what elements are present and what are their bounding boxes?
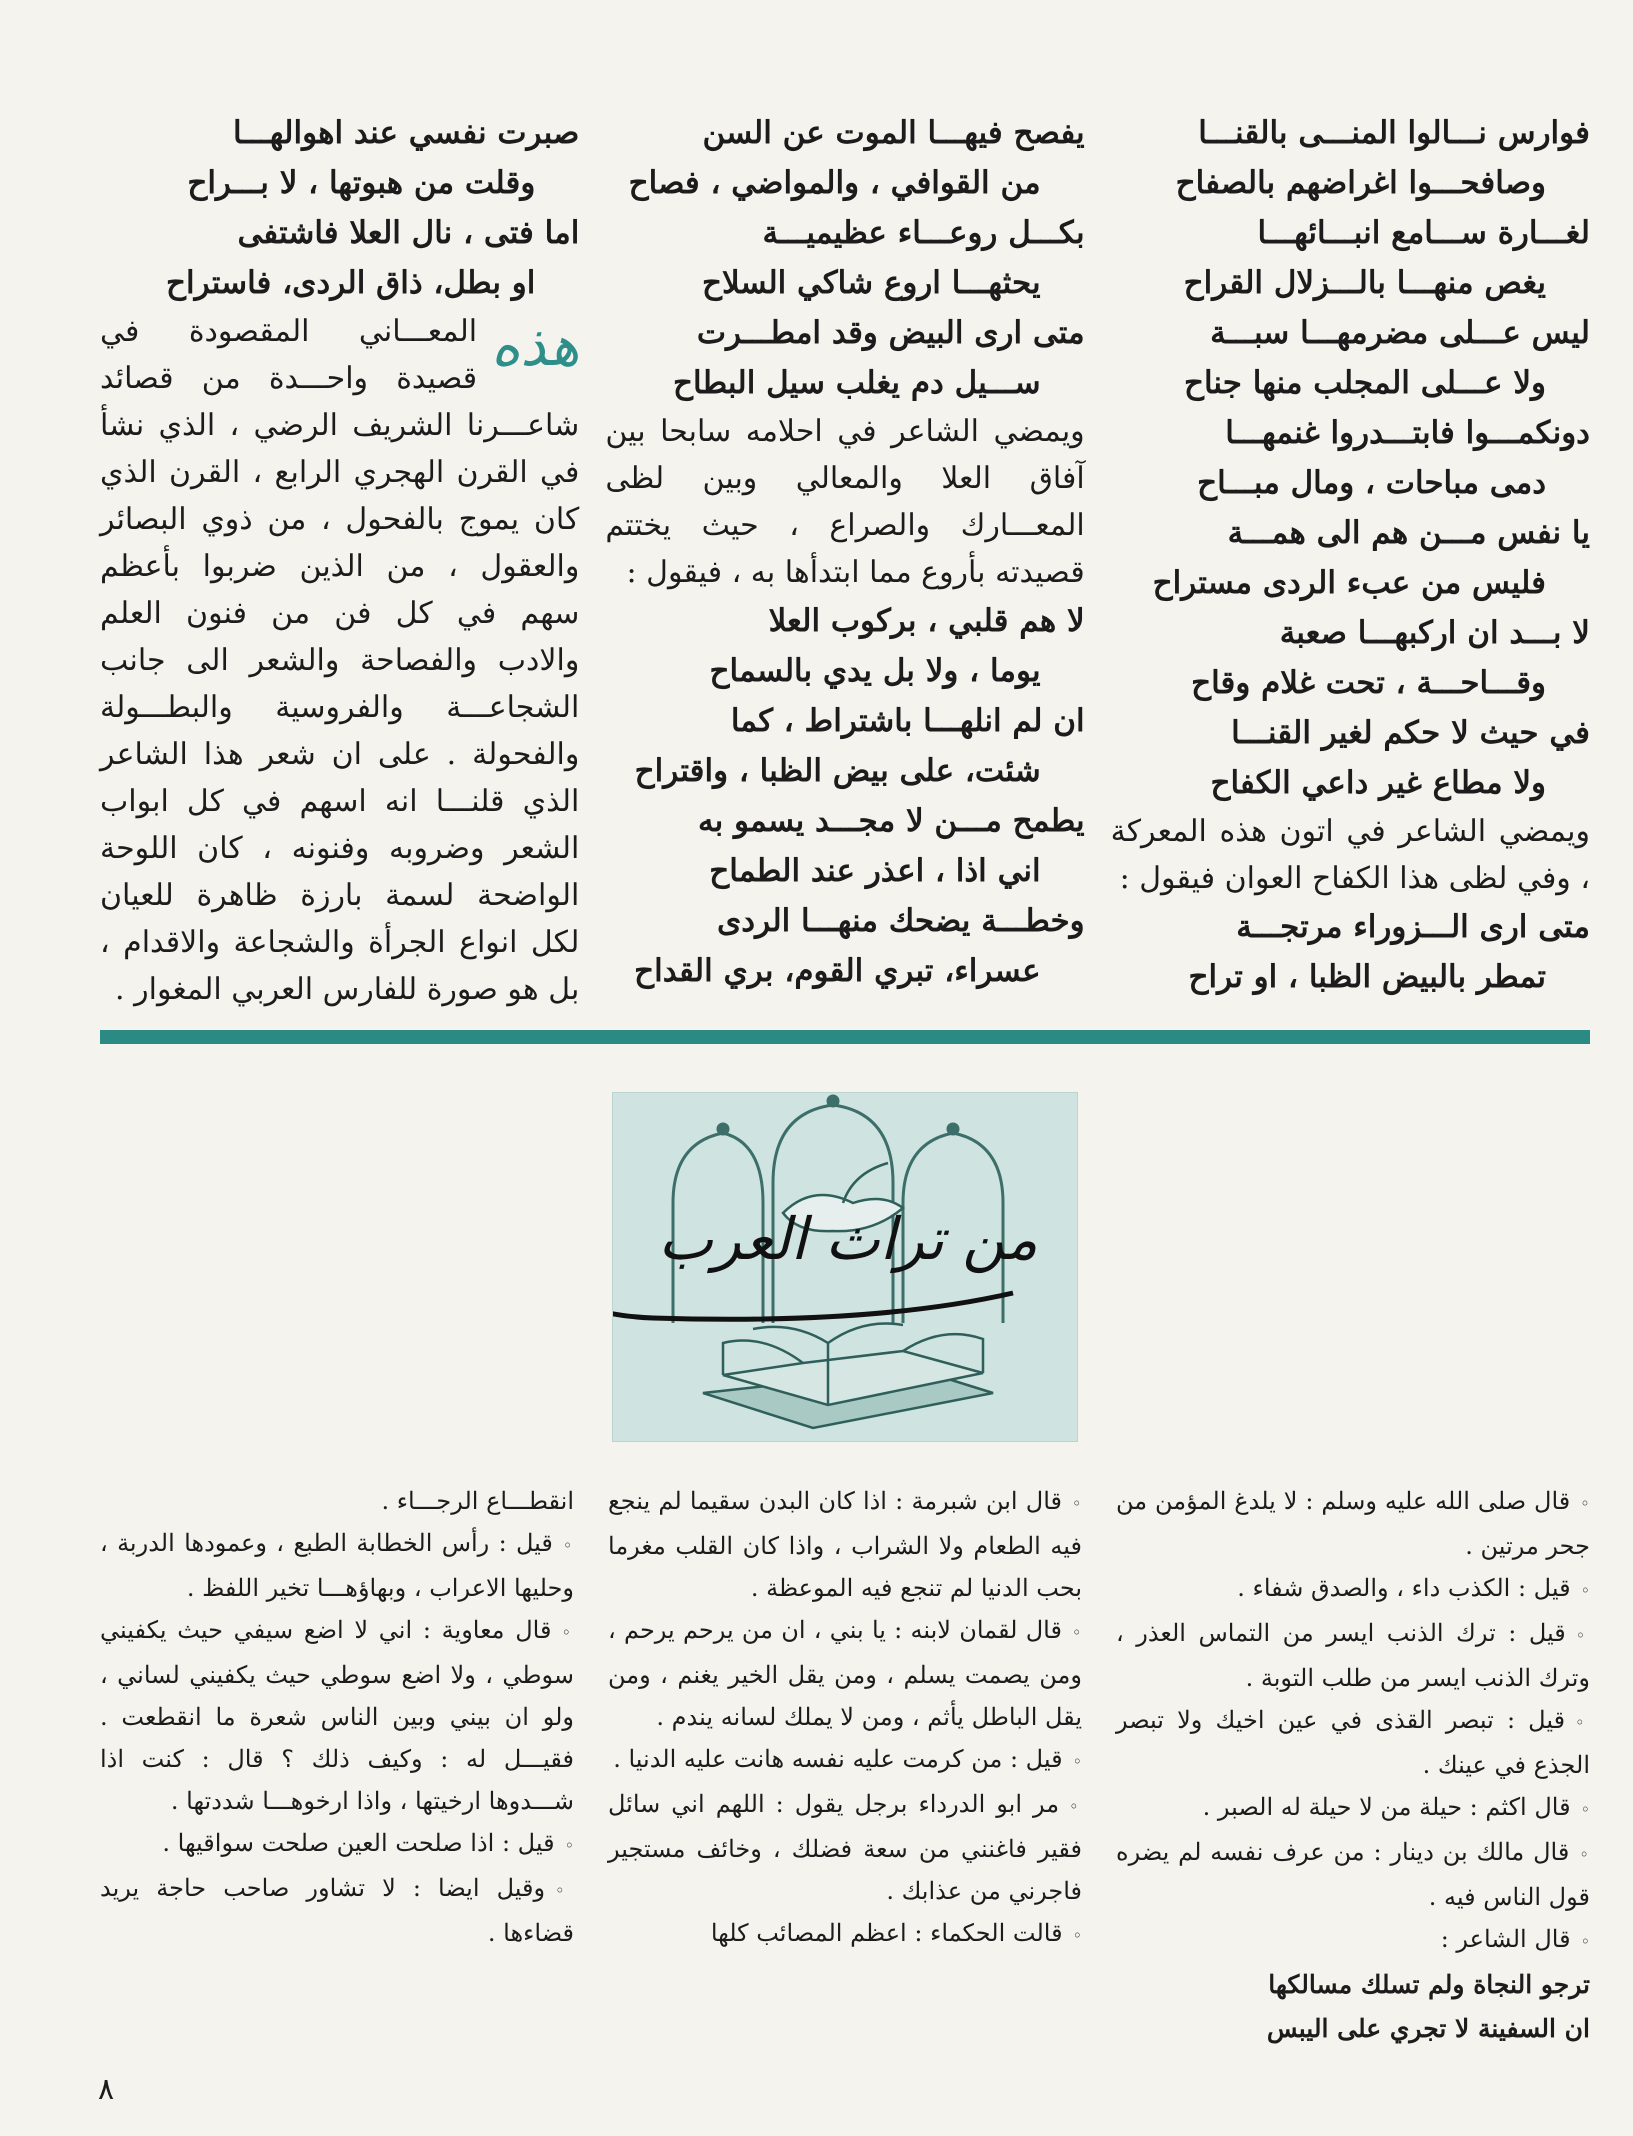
verse-line: ان لم انلهـــا باشتراط ، كما [730,703,1085,739]
saying-item: ◦قال ابن شبرمة : اذا كان البدن سقيما لم ينجع فيه الطعام ولا الشراب ، واذا كان القلب مغرما بحب الدنيا لم تنجع فيه الموعظة . [608,1487,1083,1602]
bullet-icon: ◦ [1072,1926,1082,1945]
sayings-column-right [1116,1480,1591,2043]
heritage-banner [612,1092,1078,1442]
bullet-icon: ◦ [561,1623,574,1642]
saying-item: ◦قال الشاعر : [1440,1925,1590,1953]
verse-line: ولا عـــلى المجلب منها جناح [1183,365,1546,401]
saying-item: ◦وقيل ايضا : لا تشاور صاحب حاجة يريد قضاءها . [100,1874,575,1947]
bullet-icon: ◦ [1580,1581,1590,1600]
saying-item: ◦قال معاوية : اني لا اضع سيفي حيث يكفيني سوطي ، ولا اضع سوطي حيث يكفيني لساني ، ولو ان بيني وبين الناس شعرة ما انقطعت . فقيـــل له : وكيف ذلك ؟ قال : كنت اذا شـــدوها ارخيتها ، واذا ارخوهـــا شددتها . [100,1616,574,1815]
saying-item: ◦قيل : ترك الذنب ايسر من التماس العذر ، وترك الذنب ايسر من طلب التوبة . [1116,1619,1591,1692]
verse-line: لغـــارة ســـامع انبـــائهـــا [1257,215,1590,251]
book-stack-icon [703,1323,993,1428]
verse-line: تمطر بالبيض الظبا ، او تراح [1188,959,1546,995]
bullet-icon: ◦ [1575,1626,1591,1645]
verse-line: ســـيل دم يغلب سيل البطاح [673,365,1041,401]
verse-line: اني اذا ، اعذر عند الطماح [709,853,1041,889]
verse-line: من القوافي ، والمواضي ، فصاح [628,165,1041,201]
bullet-icon: ◦ [564,1836,574,1855]
verse-line: يغص منهـــا بالـــزلال القراح [1183,265,1546,301]
verse-line: بكـــل روعـــاء عظيميـــة [762,215,1085,251]
saying-item: ◦قيل : الكذب داء ، والصدق شفاء . [1237,1574,1590,1602]
verse-line: ولا مطاع غير داعي الكفاح [1210,765,1546,801]
bullet-icon: ◦ [1072,1494,1083,1513]
verse-line: لا بـــد ان اركبهـــا صعبة [1279,615,1590,651]
poem-column-right [1111,108,1590,1028]
bullet-icon: ◦ [1072,1752,1082,1771]
verse-line: وصافحـــوا اغراضهم بالصفاح [1175,165,1546,201]
poem-column-left [100,108,579,1028]
verse-line: فليس من عبء الردى مستراح [1152,565,1546,601]
verse-line: متى ارى الـــزوراء مرتجـــة [1236,909,1590,945]
verse-line: متى ارى البيض وقد امطـــرت [696,315,1085,351]
verse-line: صبرت نفسي عند اهوالهـــا [233,115,580,151]
saying-item: ◦قال مالك بن دينار : من عرف نفسه لم يضره قول الناس فيه . [1116,1838,1590,1911]
saying-item: ◦قيل : رأس الخطابة الطبع ، وعمودها الدربة ، وحليها الاعراب ، وبهاؤهـــا تخير اللفظ . [100,1529,575,1602]
verse-line: دمى مباحات ، ومال مبـــاح [1197,465,1546,501]
verse-line: يطمح مـــن لا مجـــد يسمو به [697,803,1085,839]
sayings-column-middle [608,1480,1082,2025]
sayings-column-left [100,1480,574,2025]
sayings-section [100,1480,1591,2043]
page-number: ٨ [98,2072,115,2107]
verse-line: عسراء، تبري القوم، بري القداح [634,953,1041,989]
poem-column-middle [605,108,1084,1028]
verse-line: ترجو النجاة ولم تسلك مسالكها [1268,1970,1590,1999]
poem-section [100,108,1590,1028]
verse-line: اما فتى ، نال العلا فاشتفى [237,215,580,251]
saying-item: ◦مر ابو الدرداء برجل يقول : اللهم اني سائل فقير فاغنني من سعة فضلك ، وخائف مستجير فاجرني من عذابك . [608,1790,1083,1905]
saying-item: ◦قالت الحكماء : اعظم المصائب كلها [710,1919,1082,1947]
prose-paragraph: ويمضي الشاعر في احلامه سابحا بين آفاق العلا والمعالي وبين لظى المعـــارك والصراع ، حيث يختتم قصيدته بأروع مما ابتدأها به ، فيقول : [605,414,1085,590]
dropcap-word: هذه [491,314,580,379]
verse-line: وقلت من هبوتها ، لا بـــراح [187,165,536,201]
verse-line: دونكمـــوا فابتـــدروا غنمهـــا [1225,415,1590,451]
verse-line: فوارس نـــالوا المنـــى بالقنـــا [1198,115,1590,151]
verse-line: يوما ، ولا بل يدي بالسماح [709,653,1041,689]
verse-line: في حيث لا حكم لغير القنـــا [1231,715,1590,751]
saying-item: ◦قيل : اذا صلحت العين صلحت سواقيها . [162,1829,574,1857]
bullet-icon: ◦ [562,1536,575,1555]
bullet-icon: ◦ [1575,1713,1591,1732]
verse-line: او بطل، ذاق الردى، فاستراح [166,265,536,301]
verse-line: ان السفينة لا تجري على اليبس [1266,2014,1590,2043]
saying-item: ◦قال لقمان لابنه : يا بني ، ان من يرحم يرحم ، ومن يصمت يسلم ، ومن يقل الخير يغنم ، ومن يقل الباطل يأثم ، ومن لا يملك لسانه يندم . [608,1616,1082,1731]
verse-line: شئت، على بيض الظبا ، واقتراح [634,753,1041,789]
saying-continuation: انقطـــاع الرجـــاء . [381,1487,574,1515]
bullet-icon: ◦ [1579,1845,1590,1864]
bullet-icon: ◦ [1069,1797,1083,1816]
banner-title: من تراث العرب [658,1205,1038,1273]
saying-item: ◦قيل : تبصر القذى في عين اخيك ولا تبصر الجذع في عينك . [1116,1706,1591,1779]
bullet-icon: ◦ [1580,1800,1590,1819]
prose-body: الشريف الرضي ، الذي نشأ في القرن الهجري الرابع ، القرن الذي كان يموج بالفحول ، من ذوي البصائر والعقول ، من الذين ضربوا بأعظم سهم في كل فن من فنون العلم والادب والفصاحة والشعر الى جانب الشجاعـــة والفروسية والبطـــولة والفحولة . على ان شعر هذا الشاعر الذي قلنـــا انه اسهم في كل ابواب الشعر وضروبه وفنونه ، كان اللوحة الواضحة لسمة بارزة ظاهرة للعيان لكل انواع الجرأة والشجاعة والاقدام ، بل هو صورة للفارس العربي المغوار . [100,408,580,1007]
prose-intro: المعـــاني المقصودة في قصيدة واحـــدة من قصائد شاعـــرنا [100,314,580,443]
bullet-icon: ◦ [1580,1932,1590,1951]
bullet-icon: ◦ [1580,1494,1590,1513]
verse-line: وقـــاحـــة ، تحت غلام وقاح [1191,665,1546,701]
saying-item: ◦قال اكثم : حيلة من لا حيلة له الصبر . [1202,1793,1590,1821]
bullet-icon: ◦ [1071,1623,1082,1642]
verse-line: لا هم قلبي ، بركوب العلا [768,603,1085,639]
verse-line: يحثهـــا اروع شاكي السلاح [702,265,1041,301]
verse-line: يفصح فيهـــا الموت عن السن [702,115,1085,151]
saying-item: ◦قيل : من كرمت عليه نفسه هانت عليه الدنيا . [613,1745,1082,1773]
bullet-icon: ◦ [555,1881,575,1900]
prose-paragraph: ويمضي الشاعر في اتون هذه المعركة ، وفي لظى هذا الكفاح العوان فيقول : [1110,814,1590,896]
section-divider [100,1030,1590,1044]
verse-line: ليس عـــلى مضرمهـــا سبـــة [1210,315,1590,351]
verse-line: يا نفس مـــن هم الى همـــة [1227,515,1590,551]
prose-paragraph [100,308,579,1013]
verse-line: وخطـــة يضحك منهـــا الردى [717,903,1085,939]
saying-item: ◦قال صلى الله عليه وسلم : لا يلدغ المؤمن من جحر مرتين . [1116,1487,1590,1560]
